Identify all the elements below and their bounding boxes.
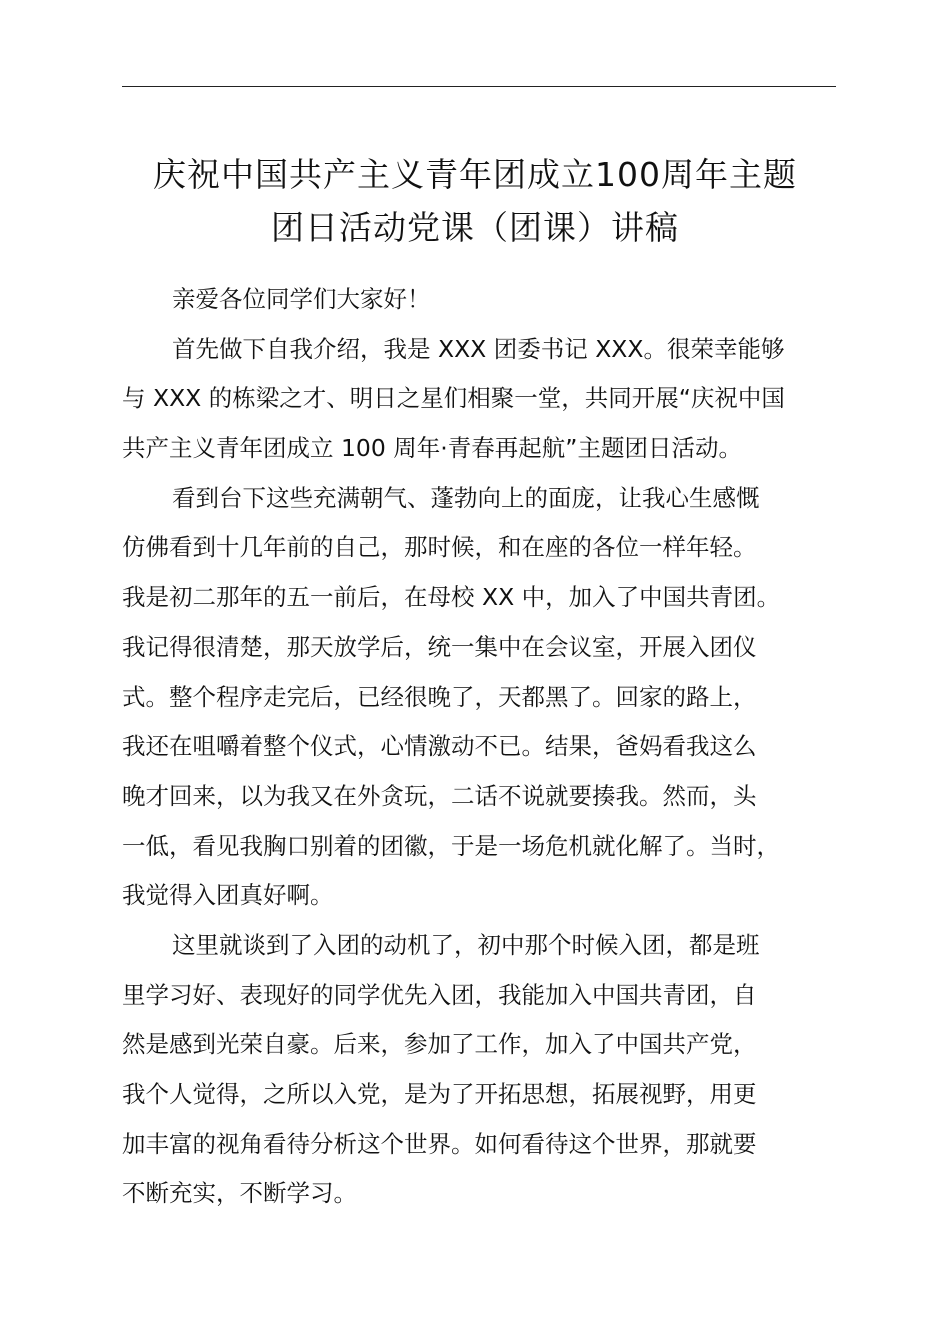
- title-line-2: 团日活动党课（团课）讲稿: [271, 208, 679, 247]
- text-line: 我是初二那年的五一前后，在母校 XX 中，加入了中国共青团。: [122, 583, 781, 612]
- title-line-1: 庆祝中国共产主义青年团成立100周年主题: [153, 155, 797, 194]
- text-line: 我还在咀嚼着整个仪式，心情激动不已。结果，爸妈看我这么: [122, 732, 757, 761]
- text-line: 这里就谈到了入团的动机了，初中那个时候入团，都是班: [172, 930, 760, 959]
- paragraph-memory: [122, 474, 862, 921]
- text-line: 然是感到光荣自豪。后来，参加了工作，加入了中国共产党，: [122, 1030, 757, 1059]
- text-line: 不断充实，不断学习。: [122, 1179, 357, 1208]
- text-line: 亲爱各位同学们大家好！: [172, 285, 431, 313]
- text-line: 首先做下自我介绍，我是 XXX 团委书记 XXX。很荣幸能够: [172, 334, 785, 363]
- document-title: [80, 148, 870, 254]
- text-line: 里学习好、表现好的同学优先入团，我能加入中国共青团，自: [122, 980, 757, 1009]
- text-line: 与 XXX 的栋梁之才、明日之星们相聚一堂，共同开展“庆祝中国: [122, 384, 785, 413]
- text-line: 我觉得入团真好啊。: [122, 881, 334, 910]
- paragraph-introduction: [122, 325, 862, 474]
- paragraph-greeting: [122, 275, 862, 325]
- text-line: 我个人觉得，之所以入党，是为了开拓思想，拓展视野，用更: [122, 1080, 757, 1108]
- text-line: 式。整个程序走完后，已经很晚了，天都黑了。回家的路上，: [122, 682, 757, 711]
- text-line: 晚才回来，以为我又在外贪玩，二话不说就要揍我。然而，头: [122, 781, 757, 810]
- header-rule: [122, 86, 836, 87]
- text-line: 看到台下这些充满朝气、蓬勃向上的面庞，让我心生感慨: [172, 483, 760, 512]
- text-line: 一低，看见我胸口别着的团徽，于是一场危机就化解了。当时，: [122, 831, 780, 860]
- paragraph-motivation: [122, 921, 862, 1219]
- text-line: 共产主义青年团成立 100 周年·青春再起航”主题团日活动。: [122, 434, 742, 463]
- text-line: 加丰富的视角看待分析这个世界。如何看待这个世界，那就要: [122, 1129, 757, 1158]
- text-line: 我记得很清楚，那天放学后，统一集中在会议室，开展入团仪: [122, 632, 757, 661]
- document-body: [122, 275, 862, 1219]
- text-line: 仿佛看到十几年前的自己，那时候，和在座的各位一样年轻。: [122, 533, 757, 562]
